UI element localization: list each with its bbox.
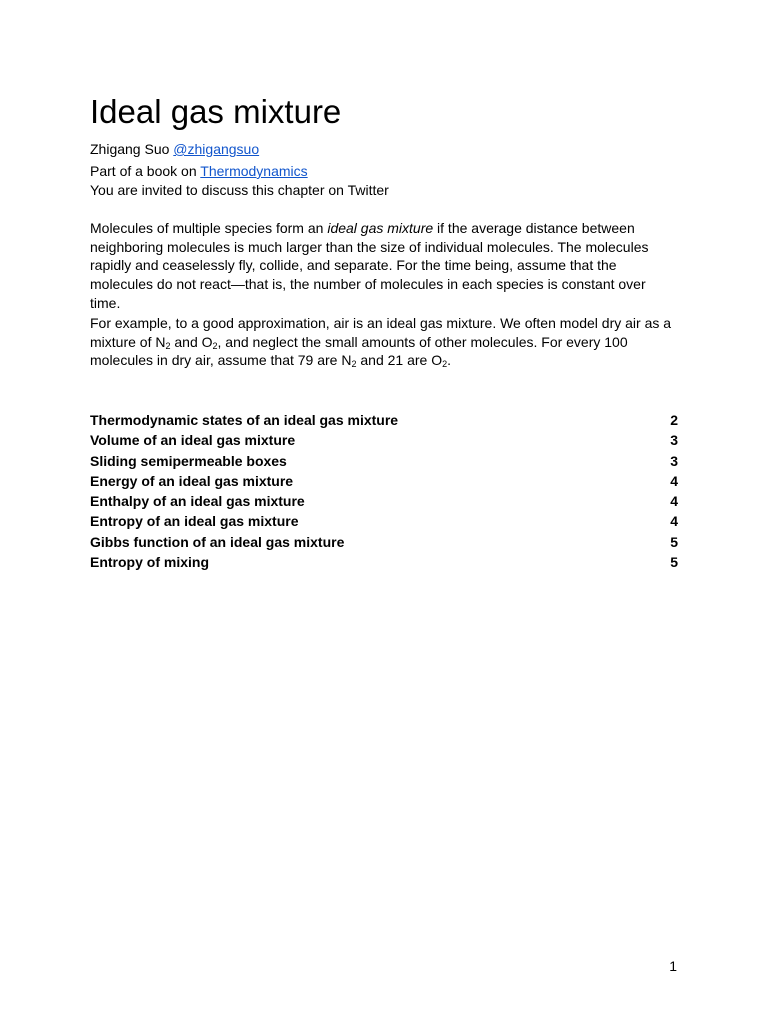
example-text-1: For example, to a good approximation, air is an ideal gas mixture. We often model dry air as a mixture of N — [90, 315, 672, 350]
toc-entry-page: 5 — [670, 554, 678, 571]
toc-entry-label: Sliding semipermeable boxes — [90, 452, 287, 469]
author-handle-link[interactable]: @zhigangsuo — [173, 141, 260, 157]
toc-entry-label: Entropy of mixing — [90, 554, 209, 571]
page-number: 1 — [669, 958, 677, 974]
toc-entry-page: 4 — [670, 493, 678, 510]
toc-entry-label: Energy of an ideal gas mixture — [90, 472, 294, 489]
toc-entry[interactable] — [90, 410, 678, 430]
toc-entry[interactable] — [90, 511, 678, 531]
example-text-5: . — [447, 352, 452, 369]
toc-entry-label: Thermodynamic states of an ideal gas mixture — [90, 412, 399, 428]
example-paragraph — [90, 314, 678, 370]
book-link[interactable]: Thermodynamics — [200, 163, 308, 179]
toc-entry[interactable] — [90, 532, 678, 552]
toc-entry[interactable] — [90, 451, 678, 471]
toc-entry-label: Enthalpy of an ideal gas mixture — [90, 493, 305, 510]
subscript: 2 — [442, 359, 448, 370]
toc-entry-page: 2 — [670, 412, 678, 428]
toc-entry[interactable] — [90, 552, 678, 572]
example-text-4: and 21 are O — [356, 352, 443, 369]
toc-entry-page: 4 — [670, 513, 678, 530]
author-line — [90, 140, 259, 159]
toc-entry[interactable] — [90, 430, 678, 450]
intro-text-1: Molecules of multiple species form an — [90, 220, 328, 236]
intro-emphasis: ideal gas mixture — [327, 220, 434, 236]
document-page — [90, 0, 678, 1024]
toc-entry-page: 3 — [670, 452, 678, 469]
toc-entry-page: 3 — [670, 432, 678, 449]
toc-entry[interactable] — [90, 471, 678, 491]
intro-text-2: if the average distance between neighboring molecules is much larger than the size of individual molecules. The molecules rapidly and ceaselessly fly, collide, and separate. For the time being, assume that the molecules do not react—that is, the number of molecules in each species is constant over time. — [90, 220, 649, 311]
example-text-2: and O — [170, 333, 213, 350]
toc-entry-page: 5 — [670, 533, 678, 550]
example-text-3: , and neglect the small amounts of other molecules. For every 100 molecules in dry air, assume that 79 are N — [90, 333, 628, 369]
subscript: 2 — [351, 359, 357, 370]
toc-entry-page: 4 — [670, 472, 678, 489]
table-of-contents — [90, 410, 678, 572]
toc-entry-label: Volume of an ideal gas mixture — [90, 432, 296, 449]
book-line-prefix: Part of a book on — [90, 163, 197, 179]
subscript: 2 — [212, 340, 218, 351]
author-name: Zhigang Suo — [90, 141, 170, 157]
invite-line: You are invited to discuss this chapter on Twitter — [90, 182, 389, 198]
toc-entry[interactable] — [90, 491, 678, 511]
intro-paragraph — [90, 219, 678, 313]
document-title: Ideal gas mixture — [90, 93, 342, 130]
book-line — [90, 162, 308, 181]
toc-entry-label: Gibbs function of an ideal gas mixture — [90, 533, 345, 550]
subscript: 2 — [165, 340, 171, 351]
toc-entry-label: Entropy of an ideal gas mixture — [90, 513, 299, 530]
